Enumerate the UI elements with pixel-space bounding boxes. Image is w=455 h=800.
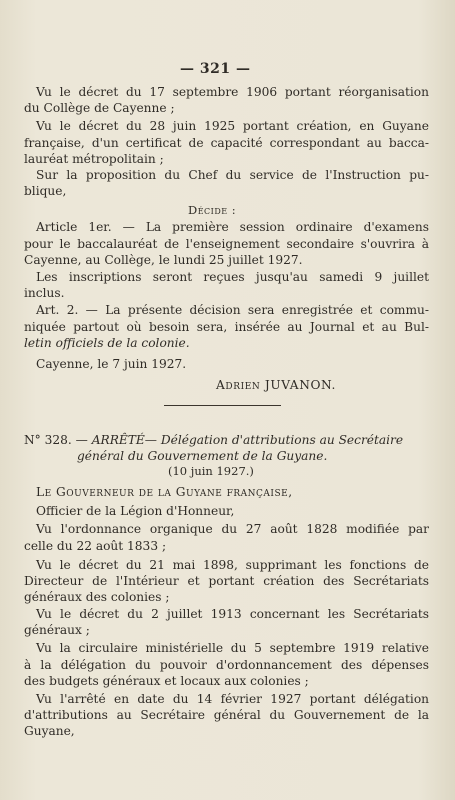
text-line: Les inscriptions seront reçues jusqu'au samedi 9 juillet [36,270,429,284]
signatory-title: Le Gouverneur de la Guyane française, [36,485,293,499]
text-line: Guyane, [24,724,75,738]
text-line: Vu le décret du 21 mai 1898, supprimant les fonctions de [36,558,429,572]
text-line: Vu l'ordonnance organique du 27 août 1828 modifiée par [36,522,429,536]
text-line: à la délégation du pouvoir d'ordonnancement des dépenses [24,658,429,672]
text-line: Sur la proposition du Chef du service de l'Instruction pu- [36,168,429,182]
text-line: Art. 2. — La présente décision sera enregistrée et commu- [36,303,429,317]
text-line [36,485,293,499]
section-divider [164,405,281,406]
text-line: généraux ; [24,623,90,637]
text-line: Vu le décret du 2 juillet 1913 concernant les Secrétariats [36,607,429,621]
text-line: lauréat métropolitain ; [24,152,164,166]
text-line: Vu l'arrêté en date du 14 février 1927 portant délégation [36,692,429,706]
text-line: Vu la circulaire ministérielle du 5 septembre 1919 relative [36,641,429,655]
arrete-heading [24,433,403,447]
date-line: Cayenne, le 7 juin 1927. [36,357,187,371]
text-line: Article 1er. — La première session ordinaire d'examens [36,220,429,234]
arrete-title: — Délégation d'attributions au Secrétaire [144,433,404,447]
arrete-date: (10 juin 1927.) [168,464,254,478]
text-line: d'attributions au Secrétaire général du Gouvernement de la [24,708,429,722]
text-line: généraux des colonies ; [24,590,170,604]
arrete-title-cont: général du Gouvernement de la Guyane. [77,449,328,463]
text-line: Cayenne, au Collège, le lundi 25 juillet 1927. [24,253,303,267]
text-line: des budgets généraux et locaux aux colonies ; [24,674,309,688]
text-line: Officier de la Légion d'Honneur, [36,504,235,518]
text-line: inclus. [24,286,65,300]
page-number: — 321 — [180,61,251,77]
text-line: celle du 22 août 1833 ; [24,539,167,553]
text-line: blique, [24,184,67,198]
text-line: Vu le décret du 17 septembre 1906 portant réorganisation [36,85,429,99]
text-line: Vu le décret du 28 juin 1925 portant création, en Guyane [36,119,429,133]
text-line: pour le baccalauréat de l'enseignement secondaire s'ouvrira à [24,237,429,251]
text-line: Directeur de l'Intérieur et portant création des Secrétariats [24,574,429,588]
arrete-number: N° 328. — [24,433,92,447]
signature: Adrien JUVANON. [216,378,337,392]
arrete-kind: ARRÊTÉ [91,433,145,447]
text-line: letin officiels de la colonie. [24,336,190,350]
decision-heading: Décide : [188,203,237,217]
text-line: du Collège de Cayenne ; [24,101,175,115]
text-line: niquée partout où besoin sera, insérée au Journal et au Bul- [24,320,429,334]
text-line: française, d'un certificat de capacité correspondant au bacca- [24,136,429,150]
